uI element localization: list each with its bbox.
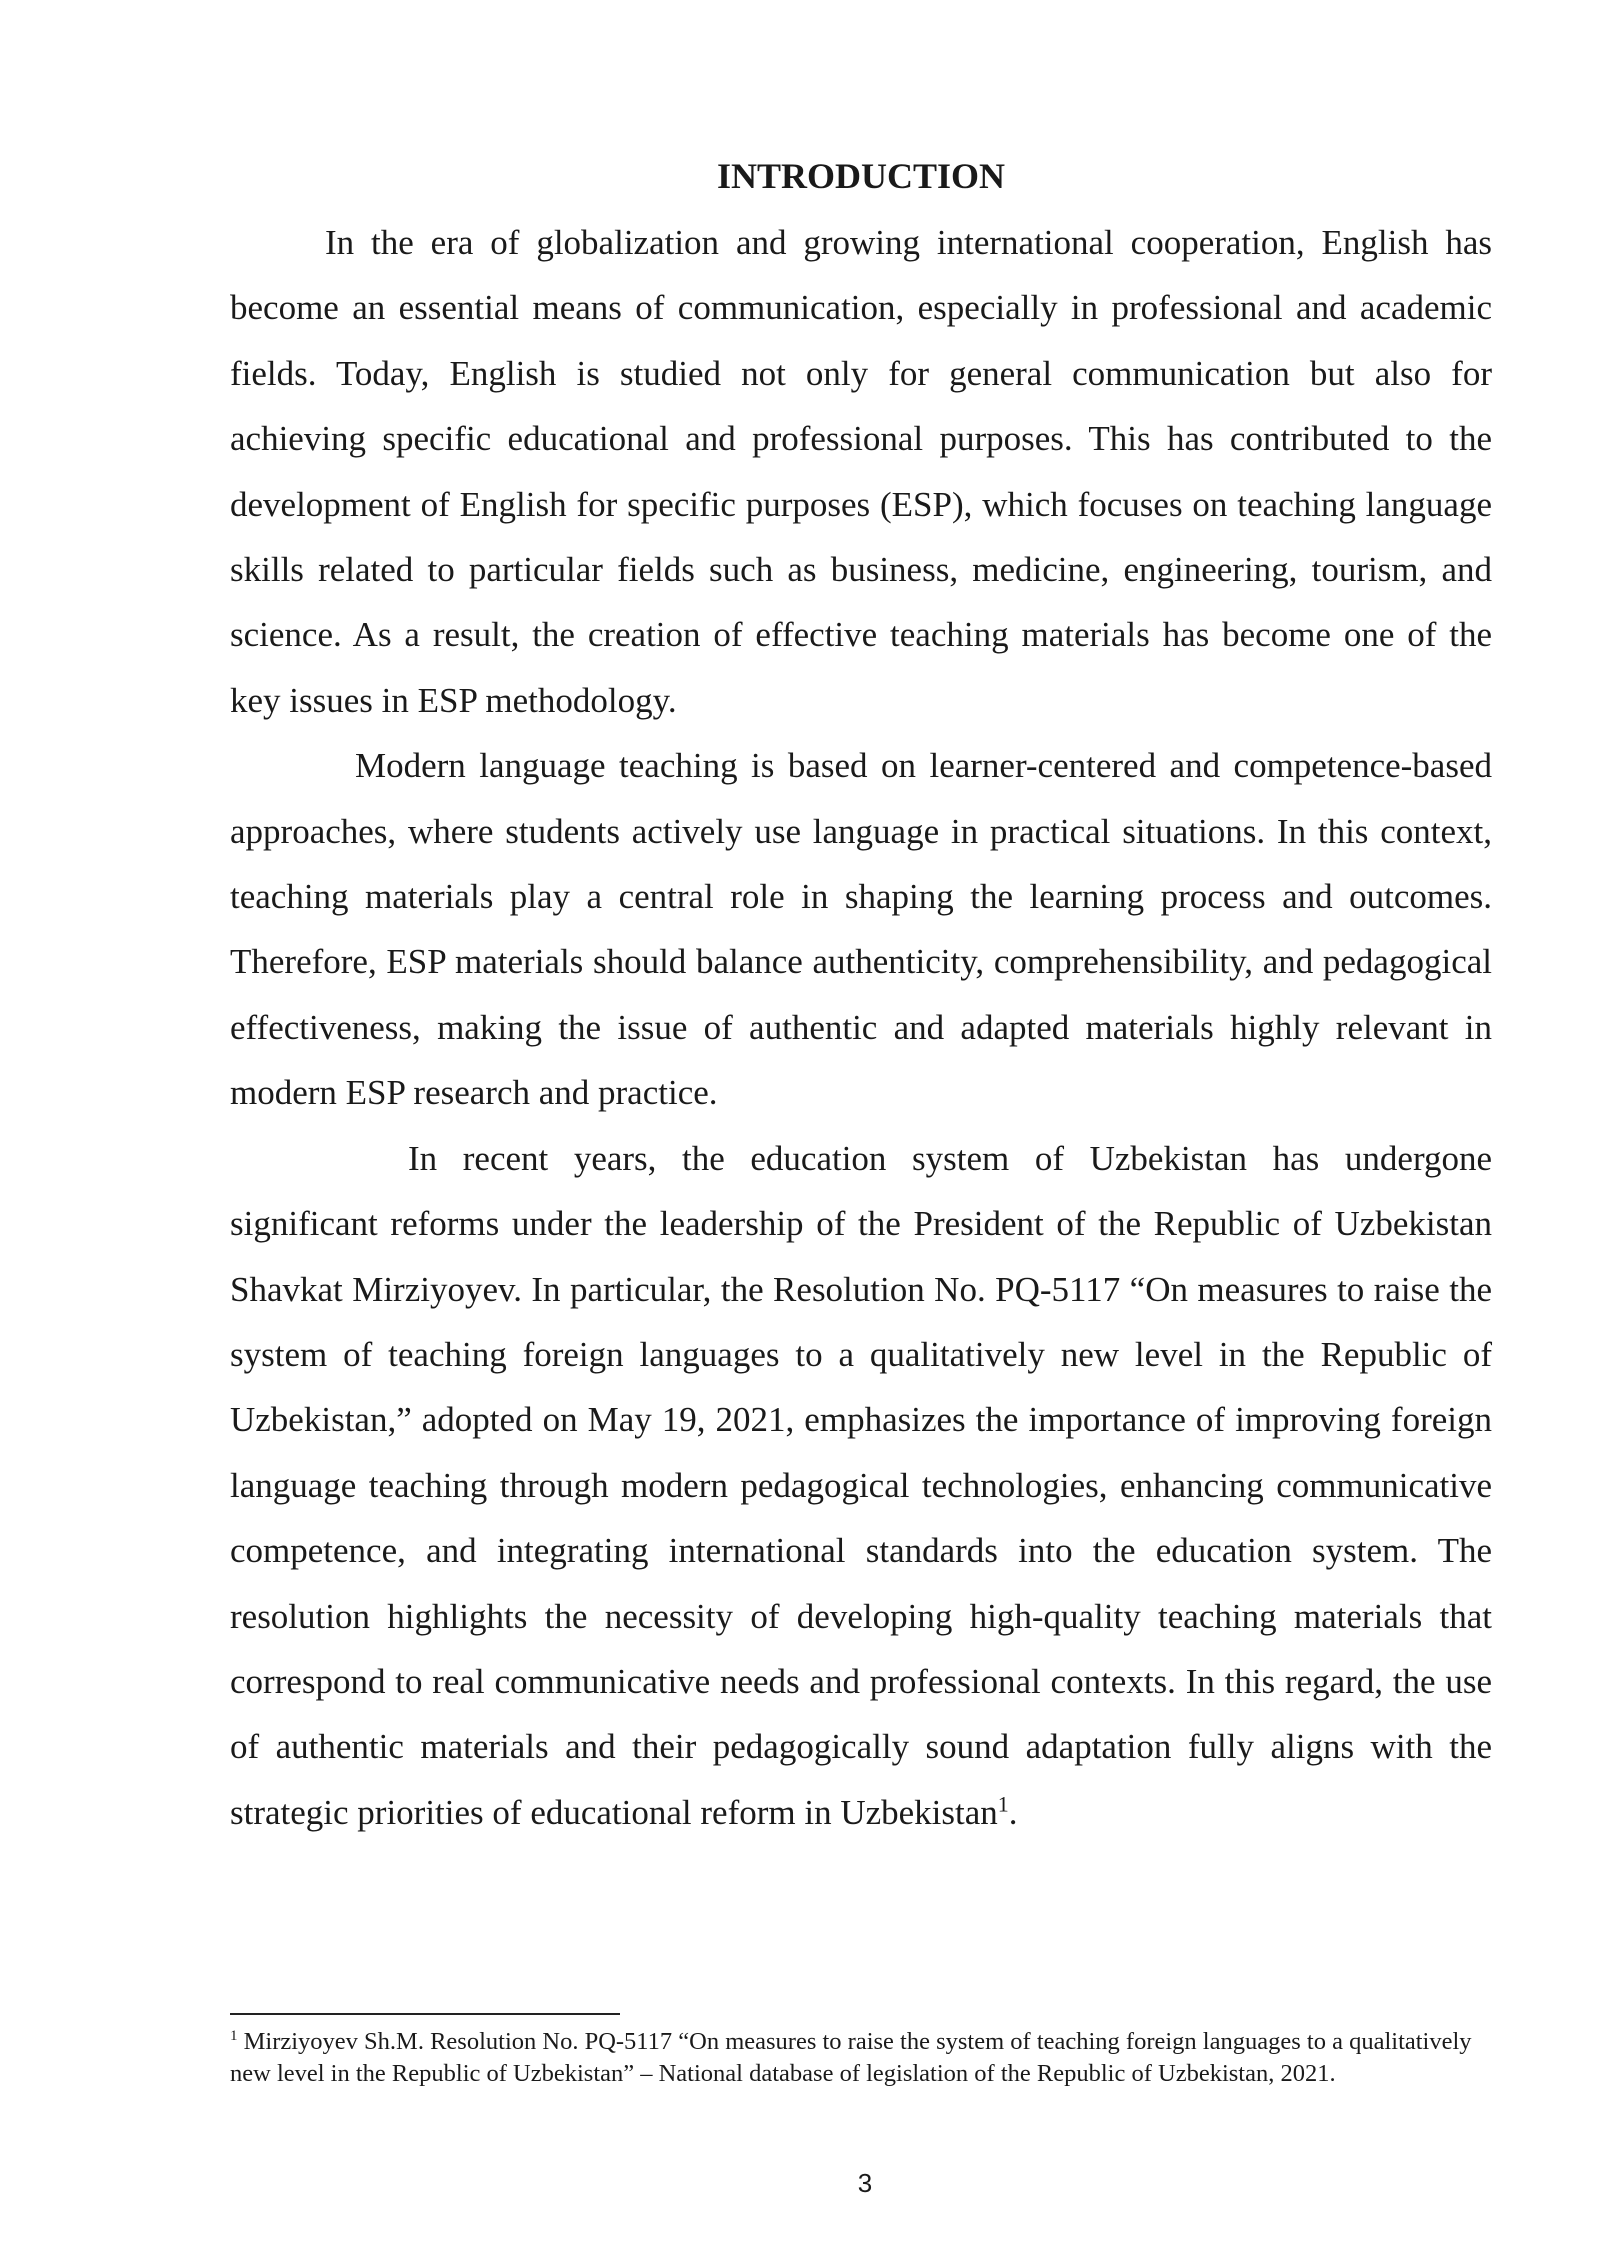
footnote-separator xyxy=(230,2013,620,2015)
footnote-text: Mirziyoyev Sh.M. Resolution No. PQ-5117 “On measures to raise the system of teaching foreign languages to a qualitatively new level in the Republic of Uzbekistan” – National database of legislation of the Republic of Uzbekistan, 2021. xyxy=(230,2028,1472,2087)
footnote-marker: 1 xyxy=(230,2027,238,2044)
paragraph-2: Modern language teaching is based on learner-centered and competence-based approaches, where students actively use language in practical situations. In this context, teaching materials play a central role in shaping the learning process and outcomes. Therefore, ESP materials should balance authenticity, comprehensibility, and pedagogical effectiveness, making the issue of authentic and adapted materials highly relevant in modern ESP research and practice. xyxy=(230,746,1492,1113)
paragraph-3-text: In recent years, the education system of Uzbekistan has undergone significant reforms under the leadership of the President of the Republic of Uzbekistan Shavkat Mirziyoyev. In particular, the Resolution No. PQ-5117 “On measures to raise the system of teaching foreign languages to a qualitatively new level in the Republic of Uzbekistan,” adopted on May 19, 2021, emphasizes the importance of improving foreign language teaching through modern pedagogical technologies, enhancing communicative competence, and integrating international standards into the education system. The resolution highlights the necessity of developing high-quality teaching materials that correspond to real communicative needs and professional contexts. In this regard, the use of authentic materials and their pedagogically sound adaptation fully aligns with the strategic priorities of educational reform in Uzbekistan xyxy=(230,1138,1492,1832)
paragraph-3-end: . xyxy=(1008,1792,1018,1832)
section-heading: INTRODUCTION xyxy=(716,156,1006,196)
paragraph-1: In the era of globalization and growing international cooperation, English has become an essential means of communication, especially in professional and academic fields. Today, English is studied not only for general communication but also for achieving specific educational and professional purposes. This has contributed to the development of English for specific purposes (ESP), which focuses on teaching language skills related to particular fields such as business, medicine, engineering, tourism, and science. As a result, the creation of effective teaching materials has become one of the key issues in ESP methodology. xyxy=(230,223,1492,720)
footnote xyxy=(230,2026,1492,2089)
body-text xyxy=(230,210,1492,1845)
paragraph-3 xyxy=(230,1126,1492,1845)
page-number: 3 xyxy=(857,2168,873,2198)
footnote-reference[interactable]: 1 xyxy=(997,1791,1009,1817)
